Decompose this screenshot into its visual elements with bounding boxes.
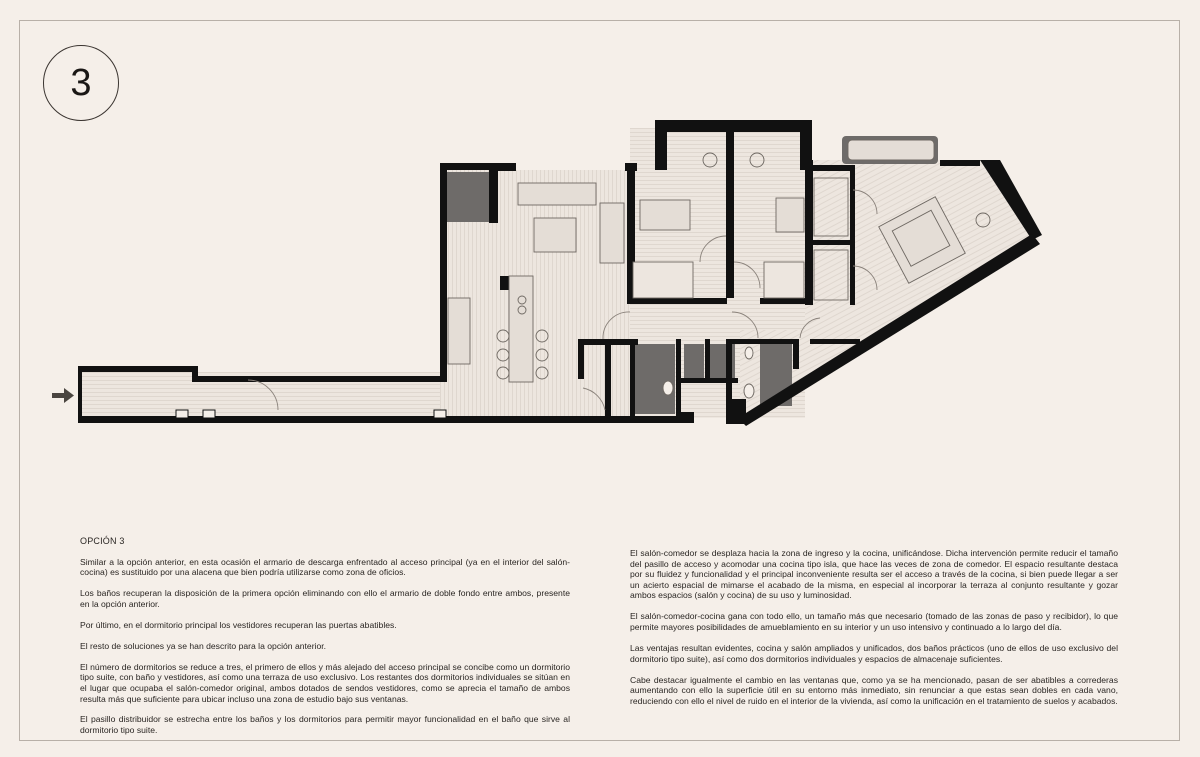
paragraph: Cabe destacar igualmente el cambio en las ventanas que, como ya se ha mencionado, pasan de ser abatibles a correderas aumentando con ello la superficie útil en su entorno más inmediato, sin renunciar a que estas sean dobles en cada vano, reduciendo con ello el nivel de ruido en el interior de la vivienda, así como la unificación en el tratamiento de suelos y acabados. (630, 674, 1118, 706)
paragraph: Las ventajas resultan evidentes, cocina y salón ampliados y unificados, dos baños prácticos (uno de ellos de uso exclusivo del dormitorio tipo suite), así como dos dormitorios individuales y espacios de almacenaje suficientes. (630, 642, 1118, 664)
paragraph: El salón-comedor se desplaza hacia la zona de ingreso y la cocina, unificándose. Dicha intervención permite reducir el tamaño del pasillo de acceso y acomodar una cocina tipo isla, que hace las veces de zona de comedor. El espacio resultante destaca por su fluidez y funcionalidad y el principal inconveniente resulta ser el acceso a través de la cocina, si bien puede llegar a ser un acierto espacial de mimarse el acabado de la misma, en especial al incorporar la terraza al conjunto resultante y gozar ambos espacios (salón y cocina) de su uso y luminosidad. (630, 548, 1118, 601)
paragraph: Similar a la opción anterior, en esta ocasión el armario de descarga enfrentado al acceso principal (ya en el interior del salón-cocina) es sustituido por una alacena que bien podría utilizarse como zona de oficios. (80, 556, 570, 578)
paragraph: Por último, en el dormitorio principal los vestidores recuperan las puertas abatibles. (80, 619, 397, 630)
paragraph: El resto de soluciones ya se han descrito para la opción anterior. (80, 640, 327, 651)
left-text-column (80, 536, 570, 746)
paragraph: El pasillo distribuidor se estrecha entre los baños y los dormitorios para permitir mayor funcionalidad en el baño que sirve al dormitorio tipo suite. (80, 714, 570, 736)
option-number: 3 (70, 61, 92, 104)
paragraph: El número de dormitorios se reduce a tres, el primero de ellos y más alejado del acceso principal se concibe como un dormitorio tipo suite, con baño y vestidores, así como una terraza de uso exclusivo. Los restantes dos dormitorios individuales se sitúan en el lugar que ocupaba el salón-comedor original, ambos dotados de sendos vestidores, como se aprecia el tamaño de ambos resulta más que suficiente para ubicar incluso una zona de estudio bajo sus ventanas. (80, 661, 570, 704)
option-heading: OPCIÓN 3 (80, 536, 125, 546)
paragraph: Los baños recuperan la disposición de la primera opción eliminando con ello el armario de doble fondo entre ambos, presente en la opción anterior. (80, 588, 570, 609)
paragraph: El salón-comedor-cocina gana con todo ello, un tamaño más que necesario (tomado de las zonas de paso y recibidor), lo que permite mayores posibilidades de amueblamiento en su interior y un uso intensivo y continuado a lo largo del día. (630, 611, 1118, 632)
entrance-arrow-icon (52, 388, 74, 403)
right-text-column (630, 548, 1118, 717)
